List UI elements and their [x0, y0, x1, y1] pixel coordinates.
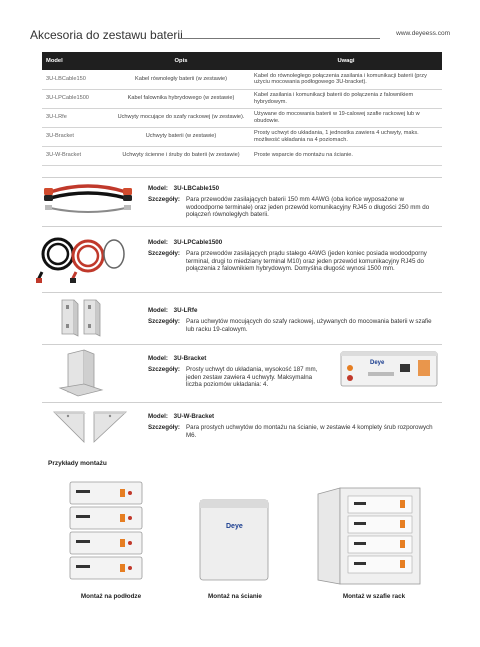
- model-value: 3U-LPCable1500: [173, 239, 223, 246]
- item-separator: [42, 402, 442, 403]
- table-row: [42, 89, 442, 108]
- table-cell-model: 3U-LRfe: [42, 108, 112, 127]
- header-url: www.deyeess.com: [396, 30, 450, 37]
- table-cell-description: Kabel równoległy baterii (w zestawie): [112, 70, 250, 89]
- lrfe-image: [58, 296, 102, 338]
- table-cell-remarks: Prosty uchwyt do układania, 1 jednostka zawiera 4 uchwyty, maks. możliwość układania na 4 poziomach.: [250, 127, 442, 146]
- column-header-description: Opis: [112, 52, 250, 70]
- rack-mount-image: [314, 484, 424, 588]
- table-cell-remarks: Używane do mocowania baterii w 19-calowej szafie rackowej lub w obudowie.: [250, 108, 442, 127]
- column-header-remarks: Uwagi: [250, 52, 442, 70]
- item-separator: [42, 344, 442, 345]
- table-cell-description: Uchwyty ścienne i śruby do baterii (w zestawie): [112, 146, 250, 165]
- table-cell-remarks: Proste wsparcie do montażu na ścianie.: [250, 146, 442, 165]
- w-bracket-image: [50, 406, 130, 446]
- model-value: 3U-Bracket: [173, 355, 207, 362]
- table-row: [42, 70, 442, 89]
- caption-floor-mount: Montaż na podłodze: [80, 593, 142, 600]
- details-text: Para przewodów zasilających baterii 150 mm 4AWG (oba końce wyposażone w wodoodporne terminale) oraz jeden przewód komunikacyjny RJ45 o długości 250 mm do połączeń równoległych baterii.: [186, 196, 430, 219]
- lpcable1500-image: [36, 232, 130, 284]
- item-model-line: [148, 239, 222, 246]
- lbcable150-image: [42, 182, 134, 218]
- accessories-table: [42, 52, 442, 166]
- item-separator: [42, 292, 442, 293]
- table-cell-description: Uchwyty mocujące do szafy rackowej (w zestawie).: [112, 108, 250, 127]
- table-cell-description: Uchwyty baterii (w zestawie): [112, 127, 250, 146]
- wall-mount-logo: Deye: [226, 523, 243, 530]
- details-text: Prosty uchwyt do układania, wysokość 187 mm, jeden zestaw zawiera 4 uchwyty. Maksymalna liczba poziomów układania: 4.: [186, 366, 318, 389]
- table-cell-model: 3U-Bracket: [42, 127, 112, 146]
- table-row: [42, 146, 442, 165]
- bracket-image: [54, 348, 110, 398]
- item-model-line: [148, 355, 206, 362]
- caption-wall-mount: Montaż na ścianie: [208, 593, 262, 600]
- column-header-model: Model: [42, 52, 112, 70]
- mounting-examples-title: Przykłady montażu: [48, 460, 107, 467]
- model-value: 3U-W-Bracket: [173, 413, 215, 420]
- model-label: Model:: [148, 355, 168, 362]
- details-label: Szczegóły:: [148, 318, 180, 325]
- details-text: Para przewodów zasilających prądu stałego 4AWG (jeden koniec posiada wodoodporny terminal, drugi to miedziany terminal M10) oraz jeden przewód komunikacyjny RJ45 do połączenia z falownikiem hybrydowym. Domyślna długość wynosi 1500 mm.: [186, 250, 427, 273]
- model-label: Model:: [148, 239, 168, 246]
- battery-logo-text: Deye: [370, 360, 385, 366]
- details-label: Szczegóły:: [148, 196, 180, 203]
- table-row: [42, 127, 442, 146]
- table-header-row: [42, 52, 442, 70]
- page-title: Akcesoria do zestawu baterii: [30, 28, 183, 42]
- battery-module-image: [338, 348, 440, 390]
- model-value: 3U-LRfe: [173, 307, 198, 314]
- table-cell-model: 3U-W-Bracket: [42, 146, 112, 165]
- model-label: Model:: [148, 185, 168, 192]
- item-separator: [42, 226, 442, 227]
- caption-rack-mount: Montaż w szafie rack: [342, 593, 406, 600]
- details-text: Para prostych uchwytów do montażu na ścianie, w zestawie 4 komplety śrub rozporowych M6.: [186, 424, 433, 439]
- item-model-line: [148, 185, 219, 192]
- details-label: Szczegóły:: [148, 366, 180, 373]
- item-separator: [42, 177, 442, 178]
- table-cell-model: 3U-LPCable1500: [42, 89, 112, 108]
- wall-mount-image: [194, 498, 274, 582]
- table-cell-model: 3U-LBCable150: [42, 70, 112, 89]
- table-cell-description: Kabel falownika hybrydowego (w zestawie): [112, 89, 250, 108]
- page-header: [30, 28, 450, 44]
- details-label: Szczegóły:: [148, 250, 180, 257]
- floor-mount-image: [66, 476, 146, 584]
- table-cell-remarks: Kabel do równoległego połączenia zasilania i komunikacji baterii (przy użyciu mocowania podłogowego 3U-bracket).: [250, 70, 442, 89]
- details-text: Para uchwytów mocujących do szafy rackowej, używanych do mocowania baterii w szafie lub racku 19-calowym.: [186, 318, 432, 333]
- model-label: Model:: [148, 307, 168, 314]
- table-row: [42, 108, 442, 127]
- details-label: Szczegóły:: [148, 424, 180, 431]
- model-label: Model:: [148, 413, 168, 420]
- item-model-line: [148, 307, 197, 314]
- header-rule: [178, 38, 380, 39]
- table-cell-remarks: Kabel zasilania i komunikacji baterii do połączenia z falownikiem hybrydowym.: [250, 89, 442, 108]
- item-model-line: [148, 413, 214, 420]
- model-value: 3U-LBCable150: [173, 185, 220, 192]
